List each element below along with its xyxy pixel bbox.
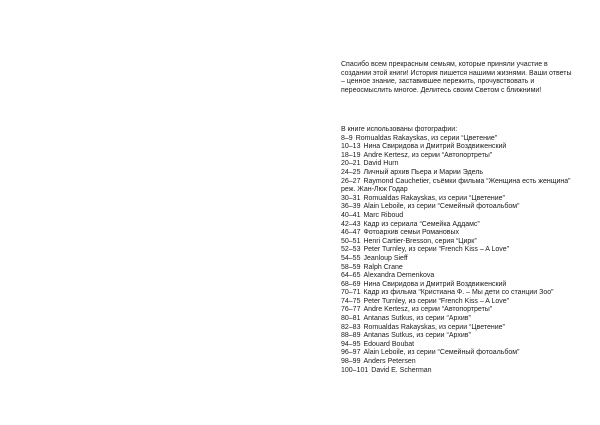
credit-page-range: 46–47 [341,229,361,237]
photo-credit-row [341,324,577,333]
credit-photographer: Личный архив Пьера и Марии Эдель [363,168,484,176]
credit-page-range: 82–83 [341,323,361,331]
credit-page-range: 74–75 [341,297,361,305]
credit-photographer: Antanas Sutkus, из серии “Архив” [363,332,471,340]
photo-credit-row [341,169,577,178]
credit-page-range: 26–27 [341,177,361,185]
photo-credit-row [341,212,577,221]
credit-photographer: Alain Leboile, из серии “Семейный фотоальбом” [363,349,520,357]
photo-credit-row [341,203,577,212]
photo-credit-row [341,229,577,238]
credit-page-range: 18–19 [341,151,361,159]
credit-photographer: Кадр из сериала “Семейка Аддамс” [363,220,480,228]
credit-page-range: 30–31 [341,194,361,202]
credit-page-range: 58–59 [341,263,361,271]
credit-page-range: 20–21 [341,160,361,168]
credit-page-range: 80–81 [341,315,361,323]
credit-page-range: 70–71 [341,289,361,297]
credit-page-range: 88–89 [341,332,361,340]
credit-photographer: Romualdas Rakayskas, из серии “Цветение” [363,323,505,331]
credit-page-range: 94–95 [341,340,361,348]
credit-page-range: 42–43 [341,220,361,228]
photo-credit-row [341,289,577,298]
credit-photographer: David Hurn [363,160,399,168]
credit-photographer: Jeanloup Sieff [363,254,408,262]
photo-credit-row [341,160,577,169]
photo-credit-row [341,238,577,247]
photo-credit-row [341,135,577,144]
credit-photographer: Romualdas Rakayskas, из серии “Цветение” [355,134,498,142]
credit-page-range: 40–41 [341,211,361,219]
credit-page-range: 96–97 [341,349,361,357]
photo-credit-row [341,143,577,152]
credit-page-range: 64–65 [341,272,361,280]
credit-photographer: Нина Свиридова и Дмитрий Воздвиженский [363,143,507,151]
photo-credit-row [341,349,577,358]
photo-credit-row [341,306,577,315]
credit-photographer: Antanas Sutkus, из серии “Архив” [363,315,471,323]
credit-photographer: Marc Riboud [363,211,404,219]
photo-credit-row [341,358,577,367]
credit-photographer: Anders Petersen [363,358,416,366]
credit-page-range: 36–39 [341,203,361,211]
credit-page-range: 54–55 [341,254,361,262]
credit-page-range: 100–101 [341,366,369,374]
photo-credit-row [341,255,577,264]
photo-credit-row [341,272,577,281]
photo-credit-row [341,178,577,195]
credit-photographer: Romualdas Rakayskas, из серии “Цветение” [363,194,505,202]
credit-photographer: Andre Kertesz, из серии “Автопортреты” [363,306,493,314]
photo-credit-row [341,246,577,255]
credit-photographer: Andre Kertesz, из серии “Автопортреты” [363,151,493,159]
credit-photographer: Ralph Crane [363,263,403,271]
credit-photographer: Кадр из фильма “Кристиана Ф. – Мы дети со станции Зоо” [363,289,554,297]
credit-photographer: Фотоархив семьи Романовых [363,229,460,237]
photo-credits-heading: В книге использованы фотографии: [341,126,458,133]
credit-photographer: David E. Scherman [371,366,432,374]
credit-page-range: 76–77 [341,306,361,314]
photo-credit-row [341,315,577,324]
acknowledgement-paragraph: Спасибо всем прекрасным семьям, которые приняли участие в создании этой книги! История пишется нашими жизнями. Ваши ответы – ценное знание, заставившее пережить, прочувствовать и переосмыслить многое. Делитесь своим Светом с ближними! [341,61,572,94]
credit-photographer: Raymond Cauchetier, съёмки фильма “Женщина есть женщина” реж. Жан-Люк Годар [341,177,571,194]
credit-photographer: Alexandra Demenkova [363,272,435,280]
photo-credits-list [341,135,577,376]
photo-credit-row [341,264,577,273]
photo-credits-block [341,126,577,375]
credit-photographer: Alain Leboile, из серии “Семейный фотоальбом” [363,203,520,211]
photo-credit-row [341,298,577,307]
credit-page-range: 68–69 [341,280,361,288]
photo-credit-row [341,281,577,290]
credit-page-range: 98–99 [341,358,361,366]
credit-page-range: 50–51 [341,237,361,245]
credit-page-range: 52–53 [341,246,361,254]
credit-photographer: Henri Cartier-Bresson, серия “Цирк” [363,237,477,245]
credit-page-range: 24–25 [341,168,361,176]
acknowledgement-block [341,61,577,95]
credit-photographer: Peter Turnley, из серии “French Kiss – A Love” [363,297,510,305]
photo-credit-row [341,367,577,376]
credit-photographer: Edouard Boubat [363,340,415,348]
credit-photographer: Нина Свиридова и Дмитрий Воздвиженский [363,280,507,288]
credit-photographer: Peter Turnley, из серии “French Kiss – A Love” [363,246,510,254]
photo-credit-row [341,332,577,341]
photo-credit-row [341,152,577,161]
credit-page-range: 10–13 [341,143,361,151]
photo-credit-row [341,221,577,230]
credit-page-range: 8–9 [341,134,353,142]
